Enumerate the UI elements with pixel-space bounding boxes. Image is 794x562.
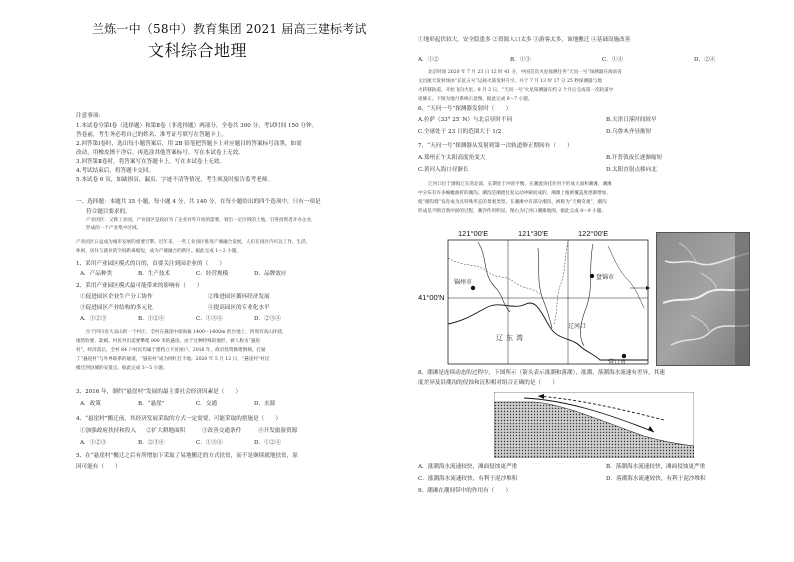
q7-option-b: B.开普敦夜长逐渐缩短 (606, 155, 663, 161)
q2-option-c: C．①③④ (196, 316, 223, 322)
question-6: 6、“天问一号”探测器发射时（ ） (418, 106, 512, 112)
liaohe-estuary-map (418, 228, 650, 368)
notice-heading: 注意事项： (76, 113, 104, 119)
passage-text: 村”，经济落后，全村 84 户村民均属于建档立卡贫困户。2016 年，政府投资修建钢梯，打通 (76, 348, 266, 353)
tidal-creek-image (657, 233, 750, 366)
q5-statements: ①地形起伏较大，安全隐患多 ②资源人口太多 ③游客太多，该地搬迁 ④基础设施改善 (418, 37, 631, 43)
label-panjin: 盘锦市 (596, 275, 615, 281)
definition-text: 产业园区：又称工业园，产业园区是政府为了企业对外开放的需要，划出一定区域的土地，引进投资者开办企业， (86, 218, 316, 223)
notice-item: 3.回答第Ⅱ卷时，将答案写在答题卡上，写在本试卷上无效。 (76, 159, 225, 165)
question-7: 7、“天问一号”探测器从发射到第一次轨道修正期间有（ ） (418, 143, 573, 149)
exam-title: 兰炼一中（58中）教育集团 2021 届高三建标考试 (92, 22, 367, 36)
q7-option-d: D.太阳直射点移向北 (606, 167, 657, 173)
label-yingkou: 营口市 (608, 360, 627, 366)
notice-item: 5.本试卷 6 页，如缺损页、漏页、字迹不清等情况，考生须及时报告监考老师。 (76, 177, 274, 183)
q5-option-d: D．②④ (694, 57, 716, 63)
notice-item: 答卷前，考生务必将自己的姓名、准考证号填写在答题卡上。 (76, 132, 228, 138)
passage-text: 文昌航天发射场由“长征五号”运载火箭发射升空。并于 7 月 13 时 17 分 25 秒探测器与地 (418, 79, 602, 84)
q4-option-a: A．①②③ (80, 440, 107, 446)
left-column (0, 0, 382, 562)
section-heading-cont: 符合题目要求的。 (86, 209, 131, 215)
q7-option-c: C.黄河入海口昼渐长 (418, 167, 469, 173)
q6-option-d: D.乌鲁木齐昼渐短 (606, 129, 652, 135)
label-jinzhou: 锦州市 (454, 280, 473, 286)
q7-option-a: A.郑州正午太阳高度角变大 (418, 155, 486, 161)
q4-option-b: B．②③④ (138, 440, 165, 446)
q1-option-b: B．生产技术 (138, 271, 171, 277)
q5-option-c: C．①④ (602, 57, 624, 63)
passage-text: 搬迁到县城的安置点。据此完成 3～5 小题。 (76, 366, 168, 371)
q2-option-d: D．②③④ (254, 316, 281, 322)
q4-statement-1: ①加强政府扶持和投入 (80, 428, 136, 434)
city-marker-yingkou (622, 354, 626, 358)
q2-statement-4: ④提高园区的专业化水平 (208, 305, 270, 311)
q2-option-b: B．①②④ (138, 316, 165, 322)
label-lon-122: 122°00′E (578, 229, 609, 238)
tidal-flow-diagram (494, 392, 694, 458)
q8-option-c: C．涨潮海水流速较快，有利于泥沙堆积 (418, 476, 518, 482)
q3-option-b: B．“悬崖” (138, 401, 165, 407)
question-8-cont: 度差异及沿潮沟的侵蚀和沉积相对组合正确的是（ ） (418, 380, 558, 386)
passage-text: 火转移轨道，开始飞向火星。8 月 2 日，“天问一号”火星探测器在约 2 个月后完成第一次轨道中 (418, 88, 614, 93)
notice-item: 4.考试结束后，将答题卡交回。 (76, 168, 155, 174)
q4-option-c: C．①③④ (196, 440, 223, 446)
passage-text: 途修正。下图为地月系统示意图。据此完成 6～7 小题。 (418, 97, 533, 102)
question-5: 5、在“悬崖村”搬迁之后有所增加下采取了易地搬迁的方式扶贫，而不是继续就地扶贫，原 (76, 453, 298, 459)
city-marker-panjin (590, 274, 594, 278)
question-4: 4、“悬崖村”搬迁前，其经济发展采取的方式一定需要，可能采取的措施是（ ） (76, 416, 282, 422)
question-1: 1、采用产业园区模式的目的，首要关注到园企业的（ ） (76, 261, 225, 267)
tidal-creek-photo (656, 232, 750, 366)
question-8: 8、潮滩是连续动态的过程中，下图所示（箭头表示涨潮和落潮），涨潮、落潮海水流速有差异，其速 (418, 370, 665, 376)
q1-option-c: C．经营规模 (196, 271, 229, 277)
q4-statement-3: ③改善交通条件 (202, 428, 242, 434)
passage-text: 位于四川省大凉山的一个村庄，全村在悬崖中部海拔 1400～1600m 的台地上，四周有高山环绕， (86, 330, 287, 335)
notice-item: 2.回答第Ⅰ卷时，选出每小题答案后，用 2B 铅笔把答题卡上对应题目的答案标号涂黑，如需 (76, 141, 302, 147)
notice-item: 改动，用橡皮擦干净后，再选涂其他答案标号。写在本试卷上无效。 (76, 150, 244, 156)
q3-option-d: D．水源 (254, 401, 276, 407)
q2-statement-3: ③促进园区产业结构的多元化 (80, 305, 153, 311)
question-9: 9、潮滩在潮间带中的作用有（ ） (418, 488, 512, 494)
q8-option-a: A．涨潮海水流速较快，滩面侵蚀更严重 (418, 464, 518, 470)
passage-text: 使“潮沟群”发育成为具特殊形态的景观类型。在潮滩中有部分潮沟、被称为“天赐奇观”，潮沟 (418, 200, 607, 205)
section-heading: 一、选择题：本题共 35 小题，每小题 4 分，共 140 分。在每小题给出的四个选项中，只有一项是 (76, 199, 321, 205)
q8-option-b: B．落潮海水流速较快，滩面侵蚀更严重 (606, 464, 706, 470)
passage-text: 北京时间 2020 年 7 月 23 日 12 时 41 分，中国首次火星探测任务“天问一号”探测器在海南省 (428, 70, 622, 75)
q2-statement-1: ①促进园区企业生产分工协作 (80, 294, 153, 300)
subject-title: 文科综合地理 (148, 41, 248, 60)
q6-option-a: A.拉萨（33° 25′ N）与北京昼时不同 (418, 117, 513, 123)
passage-text: 了“悬崖村”与外界联系的通道，“悬崖村”成为网红打卡地。2020 年 5 月 12 日，“悬崖村”村民 (76, 357, 270, 362)
passage-text: 中分布有许多蜿蜒曲折的潮沟。潮沟是潮流往复运动冲刷而成的，潮滩上植被覆盖度逐渐增加， (418, 191, 611, 196)
question-2: 2、采用产业园区模式最可能带来的影响有（ ） (76, 283, 203, 289)
q2-option-a: A．①②③ (80, 316, 107, 322)
q4-statement-4: ④开发旅游资源 (258, 428, 298, 434)
right-column (398, 0, 788, 562)
q6-option-b: B.天津日落时间较早 (606, 117, 657, 123)
passage-text: 地势险要、陡峭。村民外出需要攀爬 800 米的悬崖。由于这种特殊的地形，被人称为“悬崖 (76, 339, 261, 344)
q1-option-a: A．产品种类 (80, 271, 113, 277)
q5-option-a: A．①② (418, 57, 439, 63)
q4-option-d: D．①②④ (254, 440, 281, 446)
q5-option-b: B．①③ (510, 57, 531, 63)
q1-option-d: D．品牌效应 (254, 271, 287, 277)
passage-text: 辽河口位于渤海辽东湾北部，长期处于冲淤平衡，在潮流顶托作用下形成大面积潮滩，潮滩 (428, 182, 612, 187)
label-lat-41: 41°00′N (418, 293, 445, 302)
q4-statement-2: ②扩大耕地面积 (146, 428, 186, 434)
q2-statement-2: ②推进园区循环经济发展 (208, 294, 270, 300)
map-frame (448, 240, 648, 364)
question-5-cont: 因可能有（ ） (76, 464, 121, 470)
label-liaohekou: 辽河口 (568, 324, 587, 330)
label-lon-121: 121°00′E (458, 229, 489, 238)
label-lon-121-30: 121°30′E (518, 229, 549, 238)
city-marker-jinzhou (471, 286, 475, 290)
q8-option-d: D．落潮海水流速较快，有利于泥沙堆积 (606, 476, 706, 482)
question-3: 3、2016 年，制约“悬崖村”发展的最主要社会经济因素是（ ） (76, 389, 242, 395)
definition-text: 形成的一个产业集中区域。 (86, 226, 142, 231)
passage-text: 形成是不断自然冲淤的过程，潮汐作用明显。图右为辽河口潮滩地图，据此完成 8～9 小题。 (418, 209, 606, 214)
notice-item: 1.本试卷分第Ⅰ卷（选择题）和第Ⅱ卷（非选择题）两部分，全卷共 300 分，考试时间 150 分钟。 (76, 123, 318, 129)
label-liaodong-bay: 辽东湾 (496, 335, 526, 342)
q3-option-a: A．政策 (80, 401, 101, 407)
q6-option-c: C.全球处于 23 日的范围大于 1/2 (418, 129, 502, 135)
passage-text: 休闲，居住与就业的空间距离缩短，成为产城融合的新区。据此完成 1～2 小题。 (76, 249, 241, 254)
q3-option-c: C．交通 (196, 401, 218, 407)
passage-text: 产业园区日益成为城市发展的重要引擎。近年来，一些工业园区推进产城融合发展，人们在园区内可以工作、生活、 (76, 240, 311, 245)
